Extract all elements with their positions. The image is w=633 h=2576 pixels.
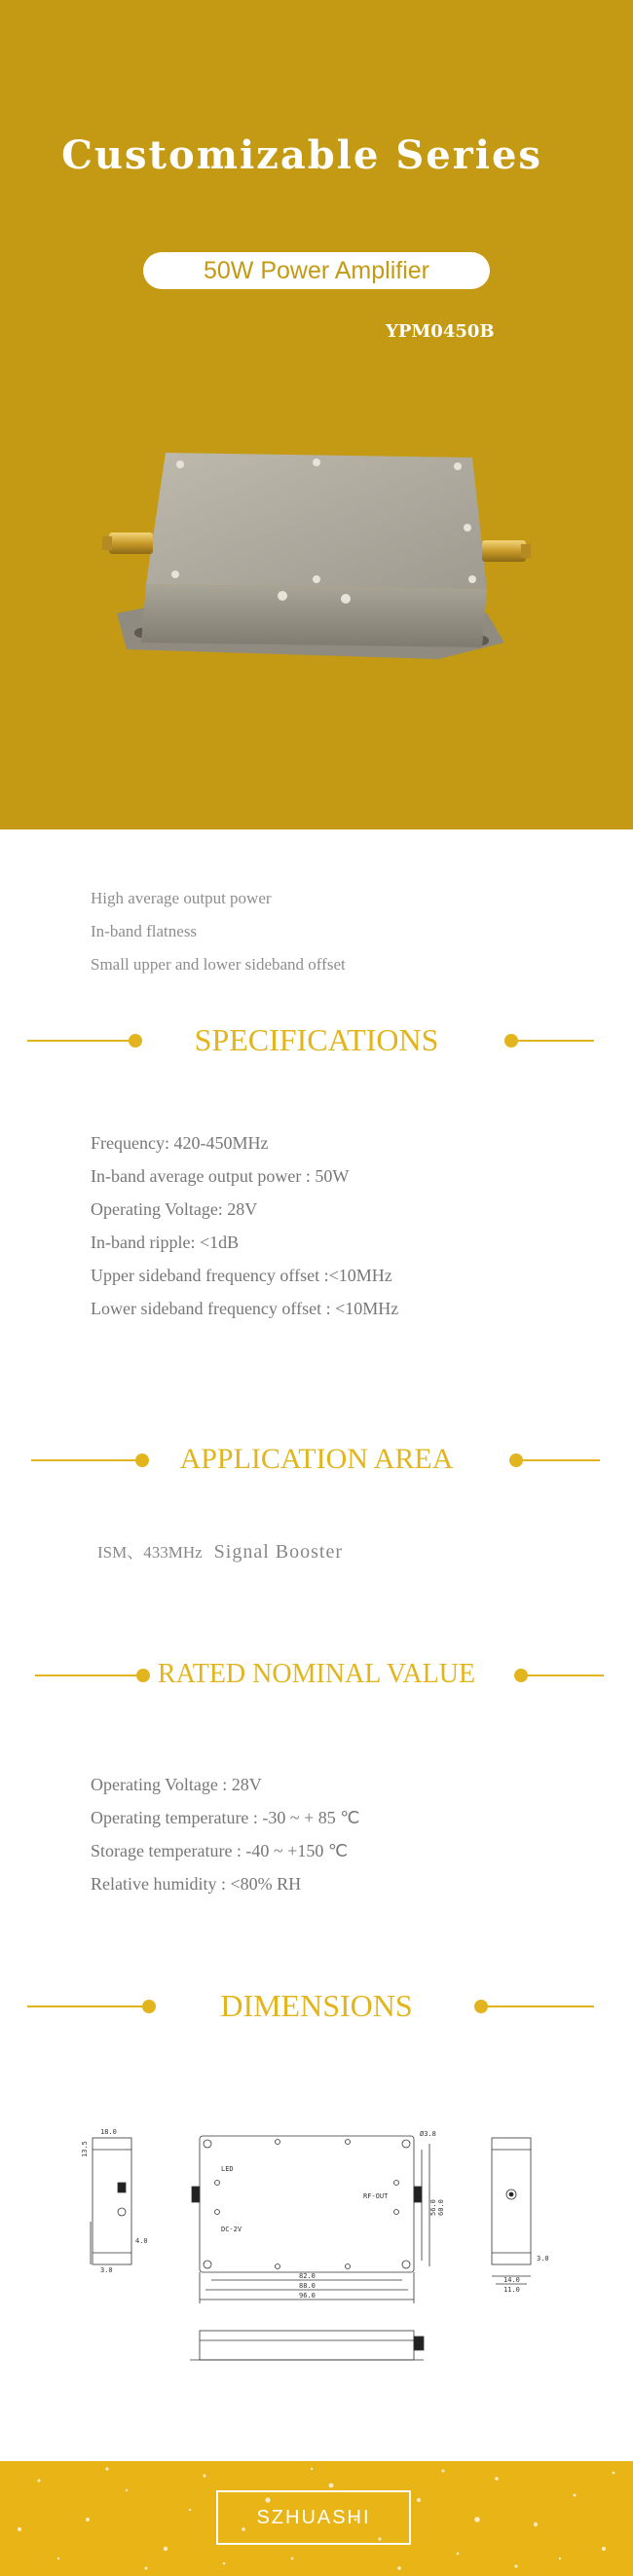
divider-line [510, 1040, 594, 1042]
feature-item: High average output power [91, 889, 272, 907]
dim-label: 18.0 [100, 2128, 117, 2136]
led-label: LED [221, 2165, 234, 2173]
feature-item: Small upper and lower sideband offset [91, 955, 346, 974]
feature-list [91, 882, 346, 981]
rated-heading [0, 1653, 633, 1696]
divider-line [481, 2006, 594, 2007]
model-number: YPM0450B [386, 321, 495, 342]
hero-banner [0, 0, 633, 829]
footer-banner [0, 2461, 633, 2576]
rated-item: Storage temperature : -40 ~ +150 ℃ [91, 1841, 349, 1860]
specifications-list [91, 1126, 398, 1325]
dim-label: 13.5 [81, 2141, 89, 2157]
feature-item: In-band flatness [91, 922, 198, 940]
spec-item: In-band average output power : 50W [91, 1166, 350, 1186]
spec-item: Upper sideband frequency offset :<10MHz [91, 1266, 392, 1285]
dim-label: 3.0 [537, 2255, 549, 2263]
application-heading [0, 1438, 633, 1481]
application-use: Signal Booster [213, 1541, 344, 1563]
application-band: ISM、433MHz [97, 1543, 203, 1562]
rated-list [91, 1768, 360, 1900]
dimension-drawing [83, 2124, 570, 2373]
dim-label: 3.0 [100, 2266, 113, 2274]
spec-item: In-band ripple: <1dB [91, 1233, 240, 1252]
dim-label: 14.0 [503, 2276, 520, 2284]
spec-item: Lower sideband frequency offset : <10MHz [91, 1299, 399, 1318]
dimensions-heading [0, 1984, 633, 2027]
section-title: RATED NOMINAL VALUE [157, 1659, 476, 1689]
spec-item: Frequency: 420-450MHz [91, 1133, 269, 1153]
amplifier-product-image [97, 443, 536, 696]
rated-item: Operating Voltage : 28V [91, 1775, 262, 1794]
dim-label: 11.0 [503, 2286, 520, 2294]
dim-label: 56.0 [429, 2199, 437, 2216]
dim-label: 96.0 [299, 2292, 316, 2300]
application-text [97, 1538, 343, 1564]
dim-label: 4.0 [135, 2237, 148, 2245]
diameter-label: Ø3.8 [420, 2130, 436, 2138]
dim-label: 60.0 [437, 2199, 445, 2216]
dc-label: DC-2V [221, 2226, 242, 2233]
hero-title: Customizable Series [61, 132, 542, 178]
rated-item: Relative humidity : <80% RH [91, 1874, 302, 1894]
divider-line [520, 1674, 604, 1676]
dim-label: 82.0 [299, 2272, 316, 2280]
section-title: DIMENSIONS [220, 1988, 413, 2023]
spec-item: Operating Voltage: 28V [91, 1199, 258, 1219]
product-name-pill: 50W Power Amplifier [143, 252, 490, 289]
rf-out-label: RF-OUT [363, 2192, 389, 2200]
section-title: APPLICATION AREA [179, 1443, 454, 1475]
dim-label: 88.0 [299, 2282, 316, 2290]
rated-item: Operating temperature : -30 ~ + 85 ℃ [91, 1808, 360, 1827]
specifications-heading [0, 1018, 633, 1061]
divider-line [516, 1459, 600, 1461]
brand-name: SZHUASHI [256, 2507, 371, 2528]
section-title: SPECIFICATIONS [194, 1022, 439, 1057]
